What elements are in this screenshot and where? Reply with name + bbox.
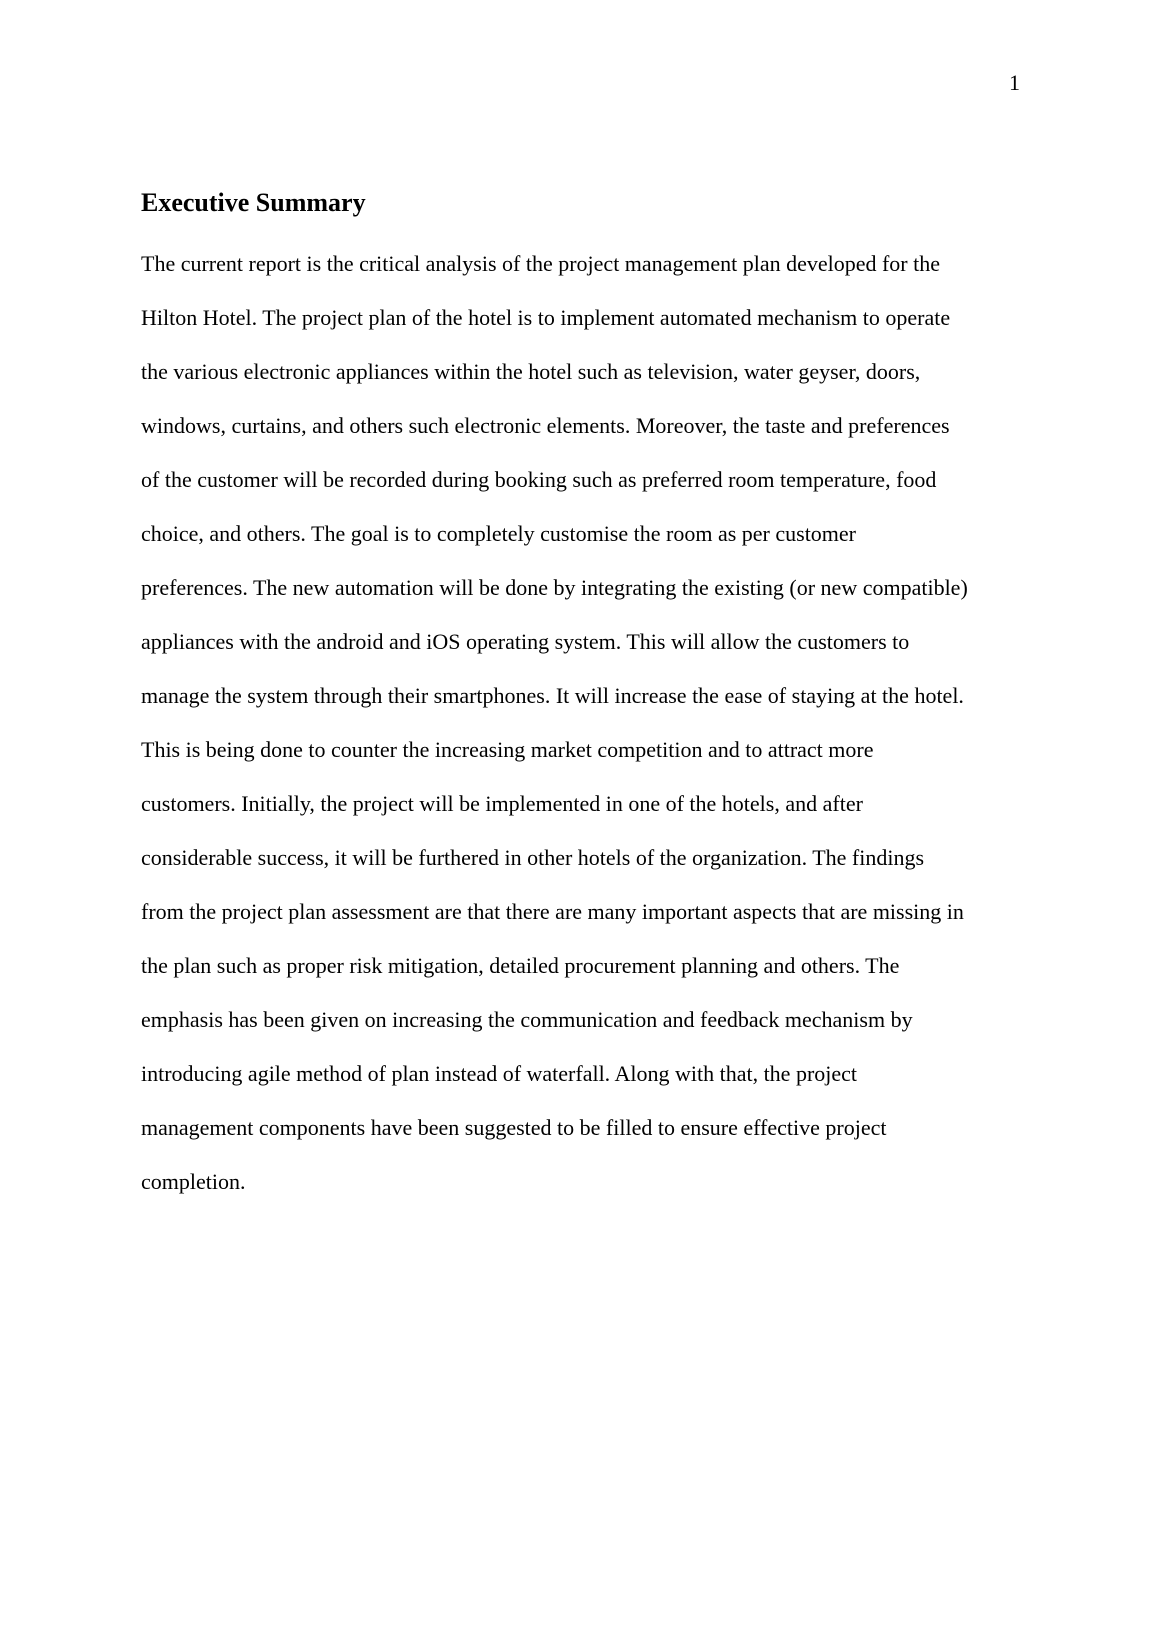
paragraph-line: The current report is the critical analysis of the project management plan developed for the [141,251,941,276]
paragraph-line: introducing agile method of plan instead of waterfall. Along with that, the project [141,1061,858,1086]
paragraph-line: This is being done to counter the increasing market competition and to attract more [141,737,874,762]
paragraph-line: customers. Initially, the project will be implemented in one of the hotels, and after [141,791,863,816]
page-number: 1 [1009,70,1020,95]
paragraph-line: completion. [141,1169,246,1194]
paragraph-line: Hilton Hotel. The project plan of the hotel is to implement automated mechanism to operate [141,305,951,330]
section-heading: Executive Summary [141,188,366,217]
summary-paragraph [141,248,1041,1220]
paragraph-line: of the customer will be recorded during booking such as preferred room temperature, food [141,467,937,492]
paragraph-line: emphasis has been given on increasing the communication and feedback mechanism by [141,1007,913,1032]
paragraph-line: preferences. The new automation will be done by integrating the existing (or new compatible) [141,575,968,600]
paragraph-line: choice, and others. The goal is to completely customise the room as per customer [141,521,857,546]
paragraph-line: considerable success, it will be furthered in other hotels of the organization. The findings [141,845,925,870]
paragraph-line: manage the system through their smartphones. It will increase the ease of staying at the hotel. [141,683,964,708]
paragraph-line: the plan such as proper risk mitigation, detailed procurement planning and others. The [141,953,900,978]
paragraph-line: the various electronic appliances within the hotel such as television, water geyser, doors, [141,359,921,384]
paragraph-line: from the project plan assessment are that there are many important aspects that are missing in [141,899,964,924]
paragraph-line: appliances with the android and iOS operating system. This will allow the customers to [141,629,910,654]
paragraph-line: management components have been suggested to be filled to ensure effective project [141,1115,887,1140]
paragraph-line: windows, curtains, and others such electronic elements. Moreover, the taste and preferences [141,413,950,438]
